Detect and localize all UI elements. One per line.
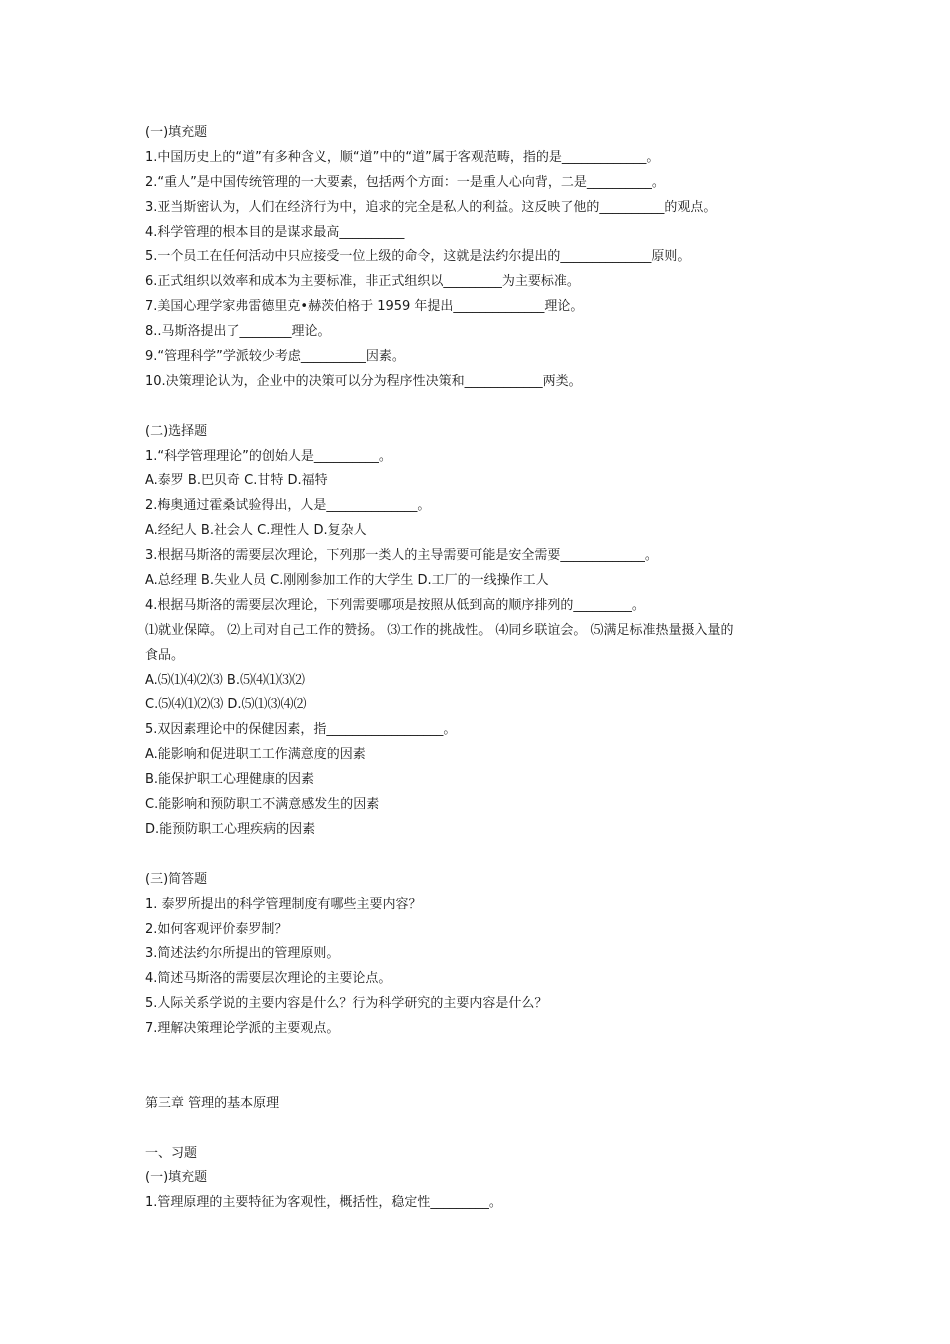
answer-options: A.经纪人 B.社会人 C.理性人 D.复杂人	[145, 523, 367, 539]
question-line: 9.“管理科学”学派较少考虑__________因素。	[145, 349, 405, 365]
section-heading-choice: (二)选择题	[145, 423, 208, 439]
question-line: 2.“重人”是中国传统管理的一大要素，包括两个方面：一是重人心向背，二是__________。	[145, 174, 665, 190]
answer-option: D.能预防职工心理疾病的因素	[145, 821, 316, 837]
question-line: 1.管理原理的主要特征为客观性，概括性，稳定性_________。	[145, 1195, 502, 1211]
section-heading-exercises: 一、习题	[145, 1145, 198, 1161]
section-heading-fill-in: (一)填充题	[145, 125, 208, 140]
question-line: 7.美国心理学家弗雷德里克•赫茨伯格于 1959 年提出______________理论。	[145, 299, 584, 315]
question-line: 4.根据马斯洛的需要层次理论，下列需要哪项是按照从低到高的顺序排列的_________。	[145, 597, 645, 613]
question-line: 2.如何客观评价泰罗制？	[145, 921, 288, 937]
question-line: 7.理解决策理论学派的主要观点。	[145, 1021, 340, 1037]
question-items: ⑴就业保障。 ⑵上司对自己工作的赞扬。 ⑶工作的挑战性。 ⑷同乡联谊会。 ⑸满足标准热量摄入量的	[145, 622, 734, 638]
question-line: 2.梅奥通过霍桑试验得出，人是______________。	[145, 498, 431, 514]
blank-line	[145, 395, 825, 420]
blank-line	[145, 843, 825, 868]
blank-line	[145, 1067, 825, 1092]
question-line: 4.科学管理的根本目的是谋求最高__________	[145, 224, 405, 240]
answer-option: A.能影响和促进职工工作满意度的因素	[145, 747, 366, 763]
question-line: 1.中国历史上的“道”有多种含义，顺“道”中的“道”属于客观范畴，指的是_____________。	[145, 149, 660, 165]
question-items-continued: 食品。	[145, 647, 185, 663]
answer-options: A.泰罗 B.巴贝奇 C.甘特 D.福特	[145, 473, 328, 489]
question-line: 5.一个员工在任何活动中只应接受一位上级的命令，这就是法约尔提出的______________原则。	[145, 249, 691, 265]
question-line: 1. 泰罗所提出的科学管理制度有哪些主要内容？	[145, 896, 422, 912]
question-line: 6.正式组织以效率和成本为主要标准，非正式组织以_________为主要标准。	[145, 274, 580, 290]
question-line: 5.人际关系学说的主要内容是什么？行为科学研究的主要内容是什么？	[145, 996, 548, 1012]
question-line: 3.亚当斯密认为，人们在经济行为中，追求的完全是私人的利益。这反映了他的__________的观点。	[145, 199, 717, 215]
question-line: 8..马斯洛提出了________理论。	[145, 324, 331, 340]
question-line: 3.简述法约尔所提出的管理原则。	[145, 946, 340, 962]
chapter-title: 第三章 管理的基本原理	[145, 1095, 280, 1111]
answer-options: A.⑸⑴⑷⑵⑶ B.⑸⑷⑴⑶⑵	[145, 672, 305, 688]
question-line: 4.简述马斯洛的需要层次理论的主要论点。	[145, 971, 392, 987]
answer-option: C.能影响和预防职工不满意感发生的因素	[145, 797, 380, 813]
document-page	[145, 121, 825, 1216]
blank-line	[145, 1042, 825, 1067]
section-heading-short-answer: (三)简答题	[145, 871, 208, 887]
question-line: 1.“科学管理理论”的创始人是__________。	[145, 448, 392, 464]
answer-option: B.能保护职工心理健康的因素	[145, 772, 315, 788]
answer-options: C.⑸⑷⑴⑵⑶ D.⑸⑴⑶⑷⑵	[145, 697, 307, 713]
question-line: 3.根据马斯洛的需要层次理论，下列那一类人的主导需要可能是安全需要_____________。	[145, 548, 658, 564]
blank-line	[145, 1117, 825, 1142]
answer-options: A.总经理 B.失业人员 C.刚刚参加工作的大学生 D.工厂的一线操作工人	[145, 573, 549, 589]
question-line: 5.双因素理论中的保健因素，指__________________。	[145, 722, 457, 738]
question-line: 10.决策理论认为，企业中的决策可以分为程序性决策和____________两类。	[145, 373, 582, 389]
section-heading-fill-in: (一)填充题	[145, 1170, 208, 1186]
